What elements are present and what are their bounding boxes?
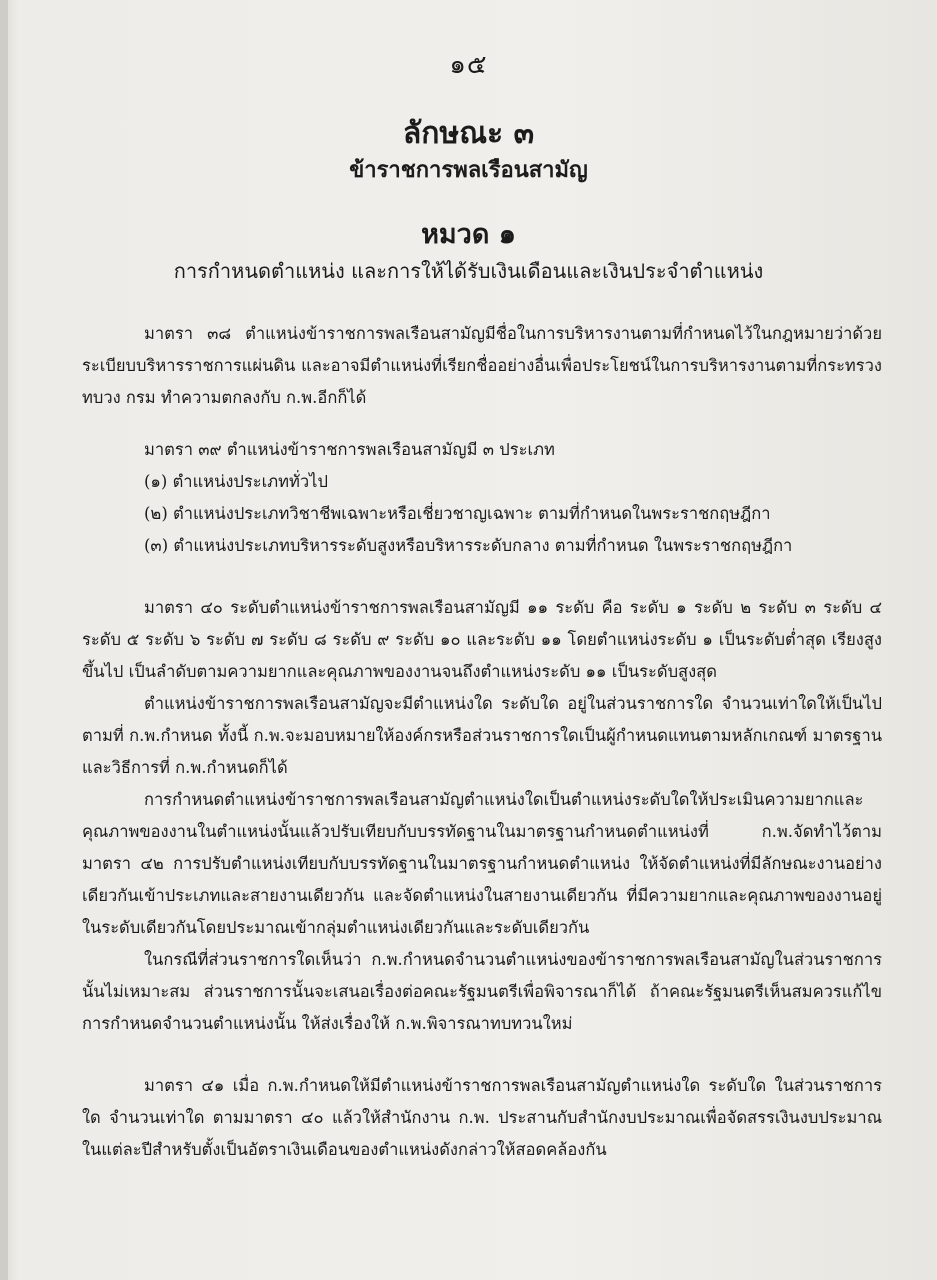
section-title: หมวด ๑ [421, 219, 516, 250]
article-39: มาตรา ๓๙ ตำแหน่งข้าราชการพลเรือนสามัญมี ๓ ประเภท [144, 440, 555, 459]
document-body [82, 318, 882, 1166]
section-subtitle: การกำหนดตำแหน่ง และการให้ได้รับเงินเดือนและเงินประจำตำแหน่ง [173, 259, 764, 283]
article-40-paragraph-3: การกำหนดตำแหน่งข้าราชการพลเรือนสามัญตำแหน่งใดเป็นตำแหน่งระดับใดให้ประเมินความยากและคุณภาพของงานในตำแหน่งนั้นแล้วปรับเทียบกับบรรทัดฐานในมาตรฐานกำหนดตำแหน่งที่ ก.พ.จัดทำไว้ตามมาตรา ๔๒ การปรับตำแหน่งเทียบกับบรรทัดฐานในมาตรฐานกำหนดตำแหน่ง ให้จัดตำแหน่งที่มีลักษณะงานอย่างเดียวกันเข้าประเภทและสายงานเดียวกัน และจัดตำแหน่งในสายงานเดียวกัน ที่มีความยากและคุณภาพของงานอยู่ในระดับเดียวกันโดยประมาณเข้ากลุ่มตำแหน่งเดียวกันและระดับเดียวกัน [82, 790, 882, 937]
page-number: ๑๕ [449, 50, 488, 80]
article-41: มาตรา ๔๑ เมื่อ ก.พ.กำหนดให้มีตำแหน่งข้าราชการพลเรือนสามัญตำแหน่งใด ระดับใด ในส่วนราชการใด จำนวนเท่าใด ตามมาตรา ๔๐ แล้วให้สำนักงาน ก.พ. ประสานกับสำนักงบประมาณเพื่อจัดสรรเงินงบประมาณในแต่ละปีสำหรับตั้งเป็นอัตราเงินเดือนของตำแหน่งดังกล่าวให้สอดคล้องกัน [82, 1076, 882, 1159]
article-39-item-2: (๒) ตำแหน่งประเภทวิชาชีพเฉพาะหรือเชี่ยวชาญเฉพาะ ตามที่กำหนดในพระราชกฤษฎีกา [144, 504, 771, 523]
article-39-item-3: (๓) ตำแหน่งประเภทบริหารระดับสูงหรือบริหารระดับกลาง ตามที่กำหนด ในพระราชกฤษฎีกา [144, 536, 793, 555]
article-38: มาตรา ๓๘ ตำแหน่งข้าราชการพลเรือนสามัญมีชื่อในการบริหารงานตามที่กำหนดไว้ในกฎหมายว่าด้วยระเบียบบริหารราชการแผ่นดิน และอาจมีตำแหน่งที่เรียกชื่ออย่างอื่นเพื่อประโยชน์ในการบริหารงานตามที่กระทรวง ทบวง กรม ทำความตกลงกับ ก.พ.อีกก็ได้ [82, 324, 882, 407]
article-39-item-1: (๑) ตำแหน่งประเภททั่วไป [144, 472, 328, 491]
article-40-paragraph-2: ตำแหน่งข้าราชการพลเรือนสามัญจะมีตำแหน่งใด ระดับใด อยู่ในส่วนราชการใด จำนวนเท่าใดให้เป็นไปตามที่ ก.พ.กำหนด ทั้งนี้ ก.พ.จะมอบหมายให้องค์กรหรือส่วนราชการใดเป็นผู้กำหนดแทนตามหลักเกณฑ์ มาตรฐานและวิธีการที่ ก.พ.กำหนดก็ได้ [82, 694, 882, 777]
article-40: มาตรา ๔๐ ระดับตำแหน่งข้าราชการพลเรือนสามัญมี ๑๑ ระดับ คือ ระดับ ๑ ระดับ ๒ ระดับ ๓ ระดับ ๔ ระดับ ๕ ระดับ ๖ ระดับ ๗ ระดับ ๘ ระดับ ๙ ระดับ ๑๐ และระดับ ๑๑ โดยตำแหน่งระดับ ๑ เป็นระดับต่ำสุด เรียงสูงขึ้นไป เป็นลำดับตามความยากและคุณภาพของงานจนถึงตำแหน่งระดับ ๑๑ เป็นระดับสูงสุด [82, 598, 882, 681]
article-40-paragraph-4: ในกรณีที่ส่วนราชการใดเห็นว่า ก.พ.กำหนดจำนวนตำแหน่งของข้าราชการพลเรือนสามัญในส่วนราชการนั้นไม่เหมาะสม ส่วนราชการนั้นจะเสนอเรื่องต่อคณะรัฐมนตรีเพื่อพิจารณาก็ได้ ถ้าคณะรัฐมนตรีเห็นสมควรแก้ไขการกำหนดจำนวนตำแหน่งนั้น ให้ส่งเรื่องให้ ก.พ.พิจารณาทบทวนใหม่ [82, 950, 882, 1033]
chapter-title: ลักษณะ ๓ [402, 116, 535, 151]
book-spine-shadow [0, 0, 8, 1280]
chapter-subtitle: ข้าราชการพลเรือนสามัญ [349, 157, 588, 183]
